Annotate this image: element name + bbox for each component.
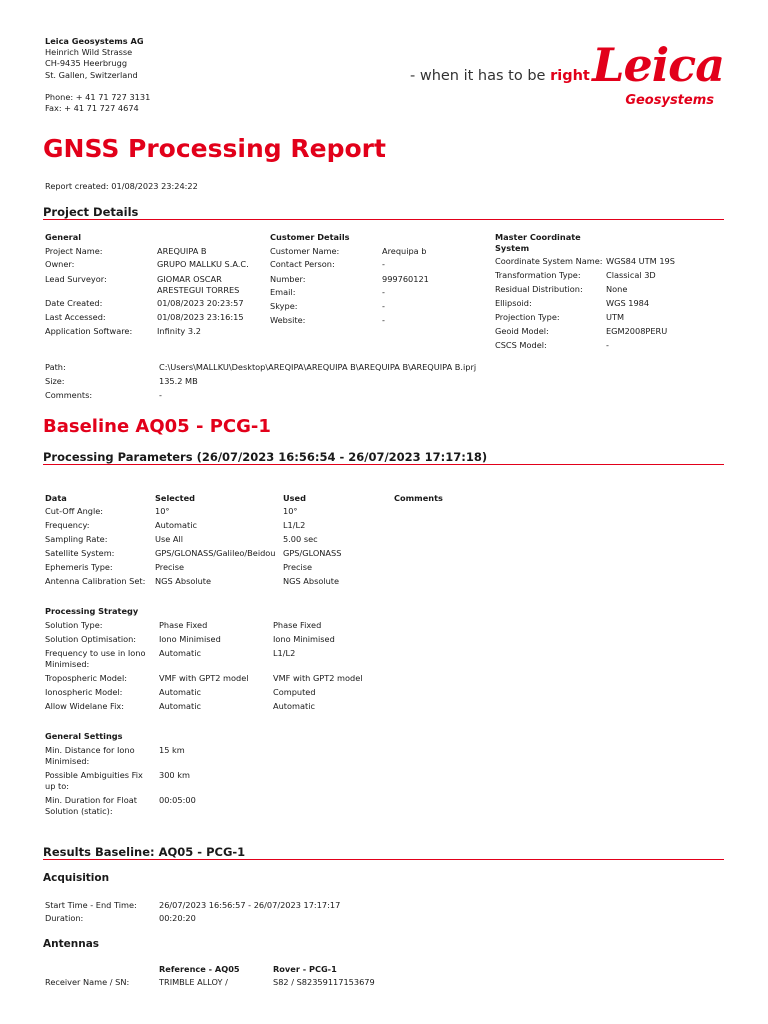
company-street: Heinrich Wild Strasse	[45, 47, 133, 58]
file-label: Path:	[45, 362, 66, 372]
strategy-used: Phase Fixed	[273, 620, 322, 630]
general-heading: General	[45, 232, 82, 242]
customer-label: Customer Name:	[270, 246, 340, 256]
strategy-used: Iono Minimised	[273, 634, 335, 644]
general-label: Application Software:	[45, 326, 133, 336]
file-size: 135.2 MB	[159, 376, 198, 386]
data-col-header: Data	[45, 493, 67, 503]
master-label: CSCS Model:	[495, 340, 547, 350]
customer-label: Number:	[270, 274, 306, 284]
acquisition-heading: Acquisition	[43, 872, 110, 884]
master-value: WGS84 UTM 19S	[606, 256, 675, 266]
data-row-label: Cut-Off Angle:	[45, 506, 104, 516]
antenna-label: Receiver Name / SN:	[45, 977, 130, 987]
company-city: CH-9435 Heerbrugg	[45, 58, 128, 69]
report-created: Report created: 01/08/2023 23:24:22	[45, 181, 198, 191]
company-name: Leica Geosystems AG	[45, 36, 144, 46]
master-label: Projection Type:	[495, 312, 560, 322]
results-baseline-heading: Results Baseline: AQ05 - PCG-1	[43, 845, 246, 859]
customer-label: Email:	[270, 287, 296, 297]
master-value: Classical 3D	[606, 270, 656, 280]
strategy-label: Frequency to use in Iono Minimised:	[45, 648, 146, 669]
antennas-heading: Antennas	[43, 938, 100, 950]
acquisition-label: Duration:	[45, 913, 84, 923]
strategy-label: Tropospheric Model:	[45, 673, 127, 683]
strategy-label: Ionospheric Model:	[45, 687, 123, 697]
master-value: EGM2008PERU	[606, 326, 668, 336]
setting-value: 300 km	[159, 770, 190, 780]
master-label: Ellipsoid:	[495, 298, 532, 308]
comments-col-header: Comments	[394, 493, 443, 503]
customer-value: -	[382, 259, 385, 269]
company-fax: Fax: + 41 71 727 4674	[45, 103, 139, 114]
data-row-selected: Automatic	[155, 520, 197, 530]
customer-label: Skype:	[270, 301, 298, 311]
general-value: Infinity 3.2	[157, 326, 201, 336]
section-rule	[43, 859, 724, 860]
general-value: AREQUIPA B	[157, 246, 207, 256]
data-row-label: Antenna Calibration Set:	[45, 576, 146, 586]
master-label: Residual Distribution:	[495, 284, 583, 294]
customer-value: -	[382, 315, 385, 325]
rover-col-header: Rover - PCG-1	[273, 964, 337, 974]
setting-label: Min. Duration for Float Solution (static):	[45, 795, 137, 816]
general-label: Last Accessed:	[45, 312, 106, 322]
data-row-used: 5.00 sec	[283, 534, 318, 544]
project-details-heading: Project Details	[43, 205, 139, 219]
acquisition-label: Start Time - End Time:	[45, 900, 137, 910]
data-row-label: Satellite System:	[45, 548, 115, 558]
setting-label: Min. Distance for Iono Minimised:	[45, 745, 135, 766]
selected-col-header: Selected	[155, 493, 195, 503]
master-label: Coordinate System Name:	[495, 256, 603, 266]
file-path: C:\Users\MALLKU\Desktop\AREQIPA\AREQUIPA B\AREQUIPA B\AREQUIPA B.iprj	[159, 362, 477, 372]
data-row-selected: 10°	[155, 506, 170, 516]
strategy-selected: VMF with GPT2 model	[159, 673, 249, 683]
leica-logo	[592, 38, 724, 110]
file-comments: -	[159, 390, 162, 400]
data-row-label: Ephemeris Type:	[45, 562, 113, 572]
setting-value: 00:05:00	[159, 795, 196, 805]
strategy-selected: Iono Minimised	[159, 634, 221, 644]
file-label: Comments:	[45, 390, 93, 400]
general-label: Lead Surveyor:	[45, 274, 107, 284]
data-row-used: Precise	[283, 562, 313, 572]
data-row-label: Sampling Rate:	[45, 534, 108, 544]
used-col-header: Used	[283, 493, 306, 503]
setting-label: Possible Ambiguities Fix up to:	[45, 770, 143, 791]
general-settings-heading: General Settings	[45, 731, 123, 741]
file-label: Size:	[45, 376, 65, 386]
acquisition-value: 26/07/2023 16:56:57 - 26/07/2023 17:17:17	[159, 900, 341, 910]
data-row-selected: NGS Absolute	[155, 576, 212, 586]
customer-value: Arequipa b	[382, 246, 427, 256]
section-rule	[43, 219, 724, 220]
section-rule	[43, 464, 724, 465]
acquisition-value: 00:20:20	[159, 913, 196, 923]
processing-strategy-heading: Processing Strategy	[45, 606, 139, 616]
customer-label: Contact Person:	[270, 259, 335, 269]
customer-value: -	[382, 287, 385, 297]
strategy-selected: Automatic	[159, 701, 201, 711]
company-phone: Phone: + 41 71 727 3131	[45, 92, 151, 102]
data-row-used: NGS Absolute	[283, 576, 340, 586]
customer-value: 999760121	[382, 274, 429, 284]
strategy-label: Solution Optimisation:	[45, 634, 137, 644]
master-heading: Master Coordinate System	[495, 232, 581, 253]
general-value: 01/08/2023 20:23:57	[157, 298, 244, 308]
data-row-selected: GPS/GLONASS/Galileo/Beidou	[155, 548, 276, 558]
tagline-highlight: right	[550, 68, 590, 84]
report-title: GNSS Processing Report	[43, 134, 386, 163]
general-label: Project Name:	[45, 246, 103, 256]
company-address	[45, 36, 150, 114]
strategy-selected: Automatic	[159, 648, 201, 658]
baseline-title: Baseline AQ05 - PCG-1	[43, 416, 271, 437]
master-label: Transformation Type:	[495, 270, 581, 280]
customer-label: Website:	[270, 315, 306, 325]
master-label: Geoid Model:	[495, 326, 549, 336]
reference-col-header: Reference - AQ05	[159, 964, 240, 974]
general-label: Owner:	[45, 259, 75, 269]
data-row-selected: Precise	[155, 562, 185, 572]
logo-wordmark: Leica	[592, 38, 724, 92]
processing-params-heading: Processing Parameters (26/07/2023 16:56:54 - 26/07/2023 17:17:18)	[43, 450, 488, 464]
strategy-used: Computed	[273, 687, 316, 697]
data-row-label: Frequency:	[45, 520, 90, 530]
strategy-label: Solution Type:	[45, 620, 103, 630]
company-region: St. Gallen, Switzerland	[45, 69, 138, 80]
strategy-label: Allow Widelane Fix:	[45, 701, 124, 711]
general-value: GIOMAR OSCAR ARESTEGUI TORRES	[157, 274, 240, 295]
customer-heading: Customer Details	[270, 232, 350, 242]
strategy-used: VMF with GPT2 model	[273, 673, 363, 683]
antenna-rover: S82 / S82359117153679	[273, 977, 375, 987]
general-label: Date Created:	[45, 298, 103, 308]
general-value: GRUPO MALLKU S.A.C.	[157, 259, 249, 269]
logo-subtitle: Geosystems	[625, 93, 714, 108]
tagline	[410, 68, 590, 84]
master-value: -	[606, 340, 609, 350]
master-value: WGS 1984	[606, 298, 650, 308]
data-row-used: L1/L2	[283, 520, 306, 530]
data-row-selected: Use All	[155, 534, 184, 544]
antenna-reference: TRIMBLE ALLOY /	[159, 977, 228, 987]
setting-value: 15 km	[159, 745, 185, 755]
customer-value: -	[382, 301, 385, 311]
strategy-selected: Phase Fixed	[159, 620, 208, 630]
data-row-used: GPS/GLONASS	[283, 548, 342, 558]
strategy-selected: Automatic	[159, 687, 201, 697]
strategy-used: L1/L2	[273, 648, 296, 658]
strategy-used: Automatic	[273, 701, 315, 711]
data-row-used: 10°	[283, 506, 298, 516]
master-value: None	[606, 284, 628, 294]
tagline-text: - when it has to be	[410, 68, 551, 84]
general-value: 01/08/2023 23:16:15	[157, 312, 244, 322]
master-value: UTM	[606, 312, 625, 322]
